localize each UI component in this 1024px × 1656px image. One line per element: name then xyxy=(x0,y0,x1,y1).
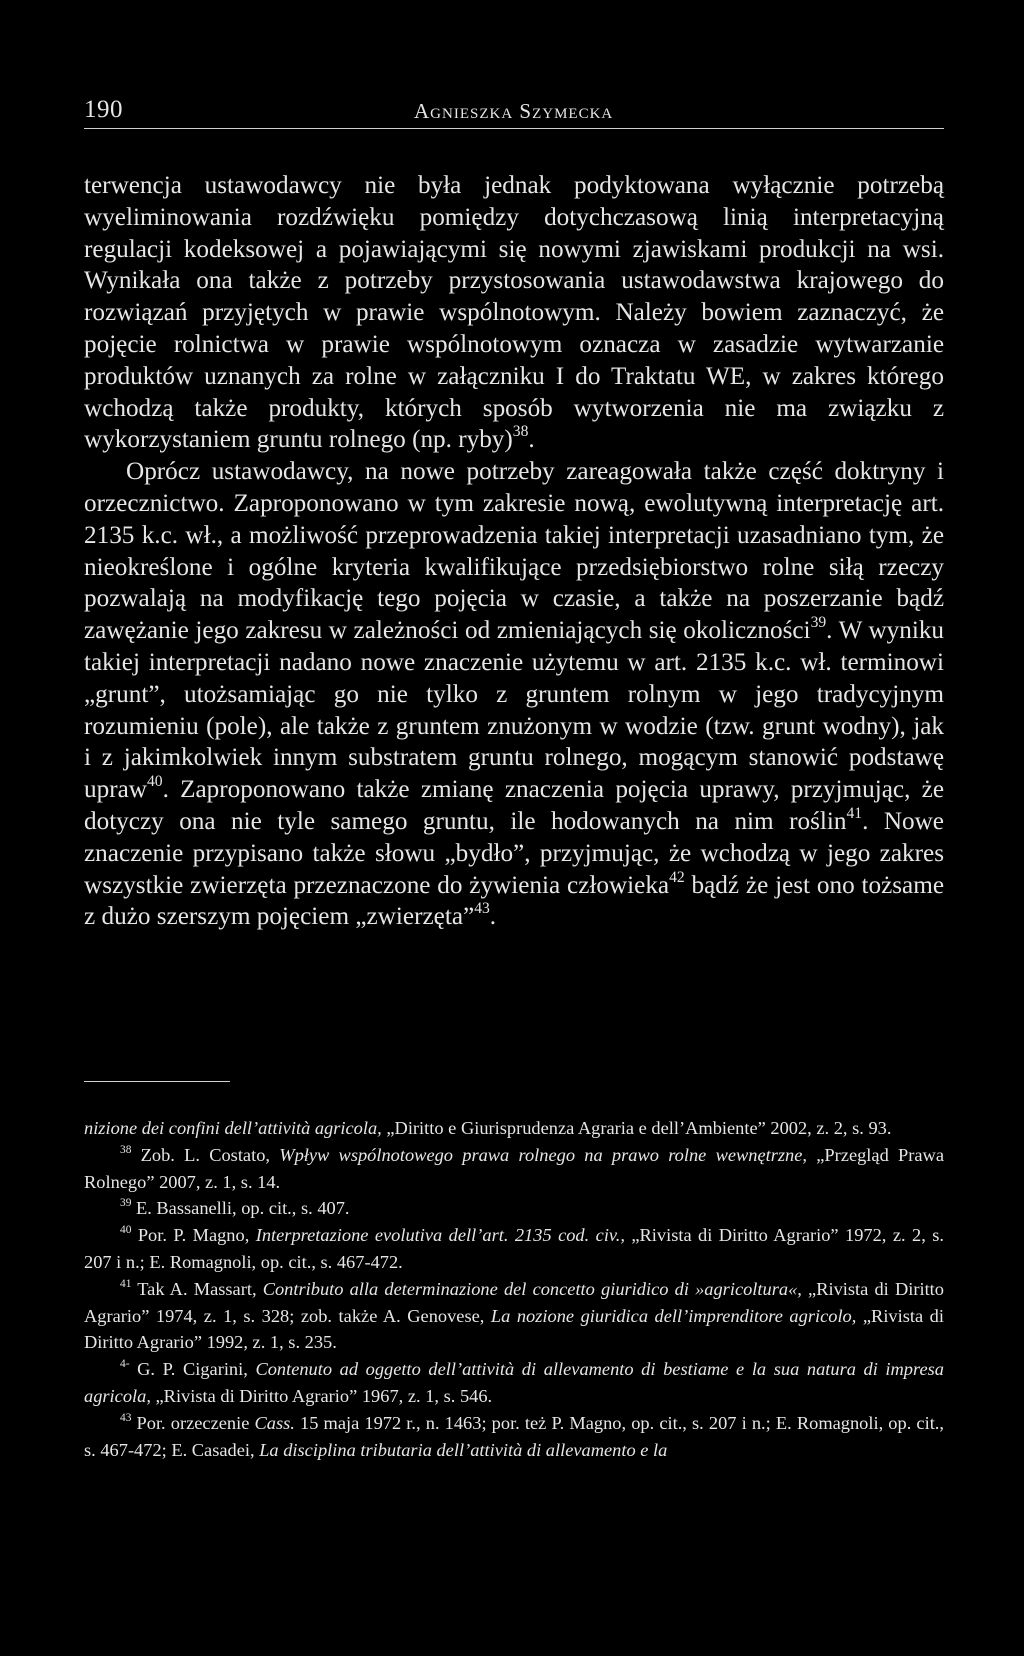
footnote-continuation xyxy=(84,1115,944,1142)
footnote-43-text-a: Por. orzeczenie xyxy=(131,1412,255,1433)
footnotes xyxy=(84,1115,944,1463)
footnote-41-text-b: „Rivista di Diritto Agrario” 1974, z. 1, s. 328; zob. także A. Genovese, xyxy=(84,1278,944,1326)
footnote-43-title-2: La disciplina tributaria dell’attività di allevamento e la xyxy=(259,1439,668,1460)
footnote-39 xyxy=(84,1195,944,1222)
footnote-continuation-title: nizione dei confini dell’attività agricola, xyxy=(84,1118,382,1138)
footnote-42 xyxy=(84,1356,944,1410)
main-text xyxy=(84,170,944,933)
paragraph-2-text-c: . Zaproponowano także zmianę znaczenia pojęcia uprawy, przyjmując, że dotyczy ona nie tyle samego gruntu, ile hodowanych na nim roślin xyxy=(84,776,944,835)
footnote-separator xyxy=(84,1081,230,1082)
footnote-continuation-text: „Diritto e Giurisprudenza Agraria e dell’Ambiente” 2002, z. 2, s. 93. xyxy=(381,1118,892,1138)
running-title: Agnieszka Szymecka xyxy=(414,99,614,123)
footnote-41-text-a: Tak A. Massart, xyxy=(131,1278,263,1299)
paragraph-1-text: terwencja ustawodawcy nie była jednak podyktowana wyłącznie potrzebą wyeliminowania rozdźwięku pomiędzy dotychczasową linią interpretacyjną regulacji kodeksowej a pojawiającymi się nowymi zjawiskami produkcji na wsi. Wynikała ona także z potrzeby przystosowania ustawodawstwa krajowego do rozwiązań przyjętych w prawie wspólnotowym. Należy bowiem zaznaczyć, że pojęcie rolnictwa w prawie wspólnotowym oznacza w zasadzie wytwarzanie produktów uznanych za rolne w załączniku I do Traktatu WE, w zakres którego wchodzą także produkty, których sposób wytworzenia nie ma związku z wykorzystaniem gruntu rolnego (np. ryby) xyxy=(84,172,944,454)
page-header xyxy=(84,96,944,126)
footnote-40-text-a: Por. P. Magno, xyxy=(131,1225,256,1246)
paragraph-2-end: . xyxy=(489,903,497,931)
footnote-43-number: 43 xyxy=(120,1411,132,1424)
footnote-ref-41[interactable]: 41 xyxy=(846,805,863,822)
footnote-42-number: 4- xyxy=(120,1357,130,1370)
footnote-ref-42[interactable]: 42 xyxy=(669,868,685,886)
paragraph-2-text-a: Oprócz ustawodawcy, na nowe potrzeby zareagowała także część doktryny i orzecznictwo. Zaproponowano w tym zakresie nową, ewolutywną interpretację art. 2135 k.c. wł., a możliwość przeprowadzenia takiej interpretacji uzasadniano tym, że nieokreślone i ogólne kryteria kwalifikujące przedsiębiorstwo rolne siłą rzeczy pozwalają na modyfikację tego pojęcia w czasie, a także na poszerzanie bądź zawężanie jego zakresu w zależności od zmieniających się okoliczności xyxy=(84,458,944,645)
footnote-39-text: E. Bassanelli, op. cit., s. 407. xyxy=(131,1198,350,1219)
footnote-38-title: Wpływ wspólnotowego prawa rolnego na prawo rolne wewnętrzne, xyxy=(279,1144,808,1165)
footnote-43-title: Cass. xyxy=(254,1412,295,1433)
footnote-41-title-2: La nozione giuridica dell’imprenditore agricolo, xyxy=(490,1305,857,1326)
footnote-40-text-b: „Rivista di Diritto Agrario” 1972, z. 2, s. 207 i n.; E. Romagnoli, op. cit., s. 467-472. xyxy=(84,1225,944,1272)
footnote-40-number: 40 xyxy=(120,1223,132,1236)
footnote-ref-43[interactable]: 43 xyxy=(474,900,490,918)
footnote-39-number: 39 xyxy=(120,1197,132,1210)
footnote-ref-39[interactable]: 39 xyxy=(810,614,827,632)
paragraph-2-text-d: . Nowe znaczenie przypisano także słowu „bydło”, przyjmując, że wchodzą w jego zakres wszystkie zwierzęta przeznaczone do żywienia człowieka xyxy=(84,807,944,899)
footnote-38 xyxy=(84,1142,944,1196)
footnote-38-number: 38 xyxy=(120,1143,132,1156)
footnote-43-text-b: 15 maja 1972 r., n. 1463; por. też P. Magno, op. cit., s. 207 i n.; E. Romagnoli, op. cit., s. 467-472; E. Casadei, xyxy=(84,1412,945,1460)
footnote-41-number: 41 xyxy=(120,1277,132,1290)
header-rule xyxy=(84,128,944,129)
paragraph-2-text-e: bądź że jest ono tożsame z dużo szerszym pojęciem „zwierzęta” xyxy=(84,871,944,931)
footnote-38-text-b: „Przegląd Prawa Rolnego” 2007, z. 1, s. 14. xyxy=(84,1144,944,1192)
footnote-42-title: Contenuto ad oggetto dell’attività di allevamento di bestiame e la sua natura di impresa agricola, xyxy=(84,1359,944,1406)
footnote-43 xyxy=(84,1410,944,1464)
paragraph-1 xyxy=(84,170,944,456)
footnote-ref-38[interactable]: 38 xyxy=(512,423,529,441)
footnote-ref-40[interactable]: 40 xyxy=(146,773,163,791)
footnote-38-text-a: Zob. L. Costato, xyxy=(131,1144,280,1165)
paragraph-2 xyxy=(84,456,944,933)
footnote-41-text-c: „Rivista di Diritto Agrario” 1992, z. 1, s. 235. xyxy=(84,1305,944,1353)
footnote-41-title: Contributo alla determinazione del concetto giuridico di »agricoltura«, xyxy=(262,1278,802,1299)
footnote-40-title: Interpretazione evolutiva dell’art. 2135 cod. civ., xyxy=(255,1225,625,1246)
footnote-41 xyxy=(84,1276,944,1356)
footnote-42-text-b: „Rivista di Diritto Agrario” 1967, z. 1, s. 546. xyxy=(150,1385,493,1406)
paragraph-2-text-b: . W wyniku takiej interpretacji nadano nowe znaczenie użytemu w art. 2135 k.c. wł. terminowi „grunt”, utożsamiając go nie tylko z gruntem rolnym w jego tradycyjnym rozumieniu (pole), ale także z gruntem znużonym w wodzie (tzw. grunt wodny), jak i z jakimkolwiek innym substratem gruntu rolnego, mogącym stanowić podstawę upraw xyxy=(84,617,945,804)
footnote-40 xyxy=(84,1222,944,1276)
footnote-42-text-a: G. P. Cigarini, xyxy=(129,1359,256,1380)
page-number: 190 xyxy=(84,96,123,123)
paragraph-1-end: . xyxy=(528,426,535,454)
